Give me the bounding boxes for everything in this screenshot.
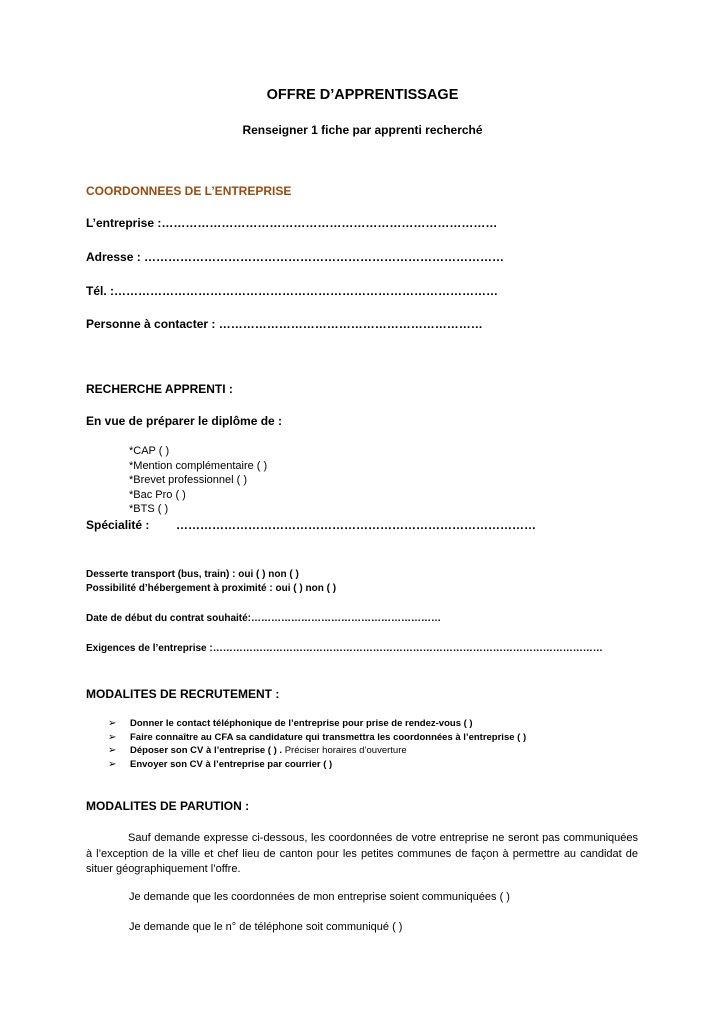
demande-telephone-line: Je demande que le n° de téléphone soit communiqué ( ) bbox=[129, 921, 403, 933]
diplome-option-brevet: *Brevet professionnel ( ) bbox=[129, 474, 247, 486]
recrutement-item-text: Donner le contact téléphonique de l’entreprise pour prise de rendez-vous ( ) bbox=[130, 718, 473, 729]
desserte-line: Desserte transport (bus, train) : oui ( ) non ( ) bbox=[86, 569, 299, 580]
specialite-dots: ……………………………………………………………………………… bbox=[176, 518, 536, 532]
demande-coordonnees-line: Je demande que les coordonnées de mon entreprise soient communiquées ( ) bbox=[129, 891, 510, 903]
recrutement-item bbox=[108, 759, 332, 770]
parution-paragraph-text: Sauf demande expresse ci-dessous, les coordonnées de votre entreprise ne seront pas communiquées à l’exception de la ville et chef lieu de canton pour les petites communes de façon à permettre au candidat de situer géographiquement l’offre. bbox=[86, 832, 638, 875]
recherche-heading: RECHERCHE APPRENTI : bbox=[86, 382, 233, 396]
contact-field: Personne à contacter : ………………………………………………………… bbox=[86, 317, 483, 331]
diplome-option-mention: *Mention complémentaire ( ) bbox=[129, 460, 268, 472]
parution-heading: MODALITES DE PARUTION : bbox=[86, 799, 250, 813]
exigences-line: Exigences de l’entreprise :……………………………………………………………………………………………………… bbox=[86, 643, 603, 654]
recrutement-item-text: Envoyer son CV à l’entreprise par courrier ( ) bbox=[130, 759, 333, 770]
recrutement-item-text: Faire connaître au CFA sa candidature qui transmettra les coordonnées à l’entreprise ( ) bbox=[130, 732, 527, 743]
recrutement-item bbox=[108, 745, 407, 756]
parution-paragraph bbox=[86, 831, 638, 878]
recrutement-item-text: Déposer son CV à l’entreprise ( ) . bbox=[130, 745, 283, 756]
entreprise-field: L’entreprise :………………………………………………………………………… bbox=[86, 216, 498, 230]
arrow-bullet-icon: ➢ bbox=[108, 759, 117, 770]
tel-field: Tél. :…………………………………………………………………………………… bbox=[86, 284, 499, 298]
recrutement-item bbox=[108, 732, 526, 743]
adresse-field: Adresse : ……………………………………………………………………………… bbox=[86, 250, 505, 264]
arrow-bullet-icon: ➢ bbox=[108, 718, 117, 729]
specialite-label: Spécialité : bbox=[86, 518, 150, 532]
arrow-bullet-icon: ➢ bbox=[108, 732, 117, 743]
arrow-bullet-icon: ➢ bbox=[108, 745, 117, 756]
recrutement-item bbox=[108, 718, 473, 729]
date-debut-line: Date de début du contrat souhaité:………………………………………………… bbox=[86, 613, 442, 624]
document-subtitle: Renseigner 1 fiche par apprenti recherché bbox=[242, 123, 483, 137]
diplome-label: En vue de préparer le diplôme de : bbox=[86, 414, 283, 428]
hebergement-line: Possibilité d’hébergement à proximité : oui ( ) non ( ) bbox=[86, 583, 337, 594]
diplome-option-cap: *CAP ( ) bbox=[129, 445, 170, 457]
recrutement-item-note: Préciser horaires d’ouverture bbox=[284, 745, 407, 756]
diplome-option-bts: *BTS ( ) bbox=[129, 503, 169, 515]
coordonnees-heading: COORDONNEES DE L’ENTREPRISE bbox=[86, 184, 292, 198]
diplome-option-bacpro: *Bac Pro ( ) bbox=[129, 489, 186, 501]
recrutement-heading: MODALITES DE RECRUTEMENT : bbox=[86, 687, 280, 701]
document-title: OFFRE D’APPRENTISSAGE bbox=[266, 87, 459, 103]
